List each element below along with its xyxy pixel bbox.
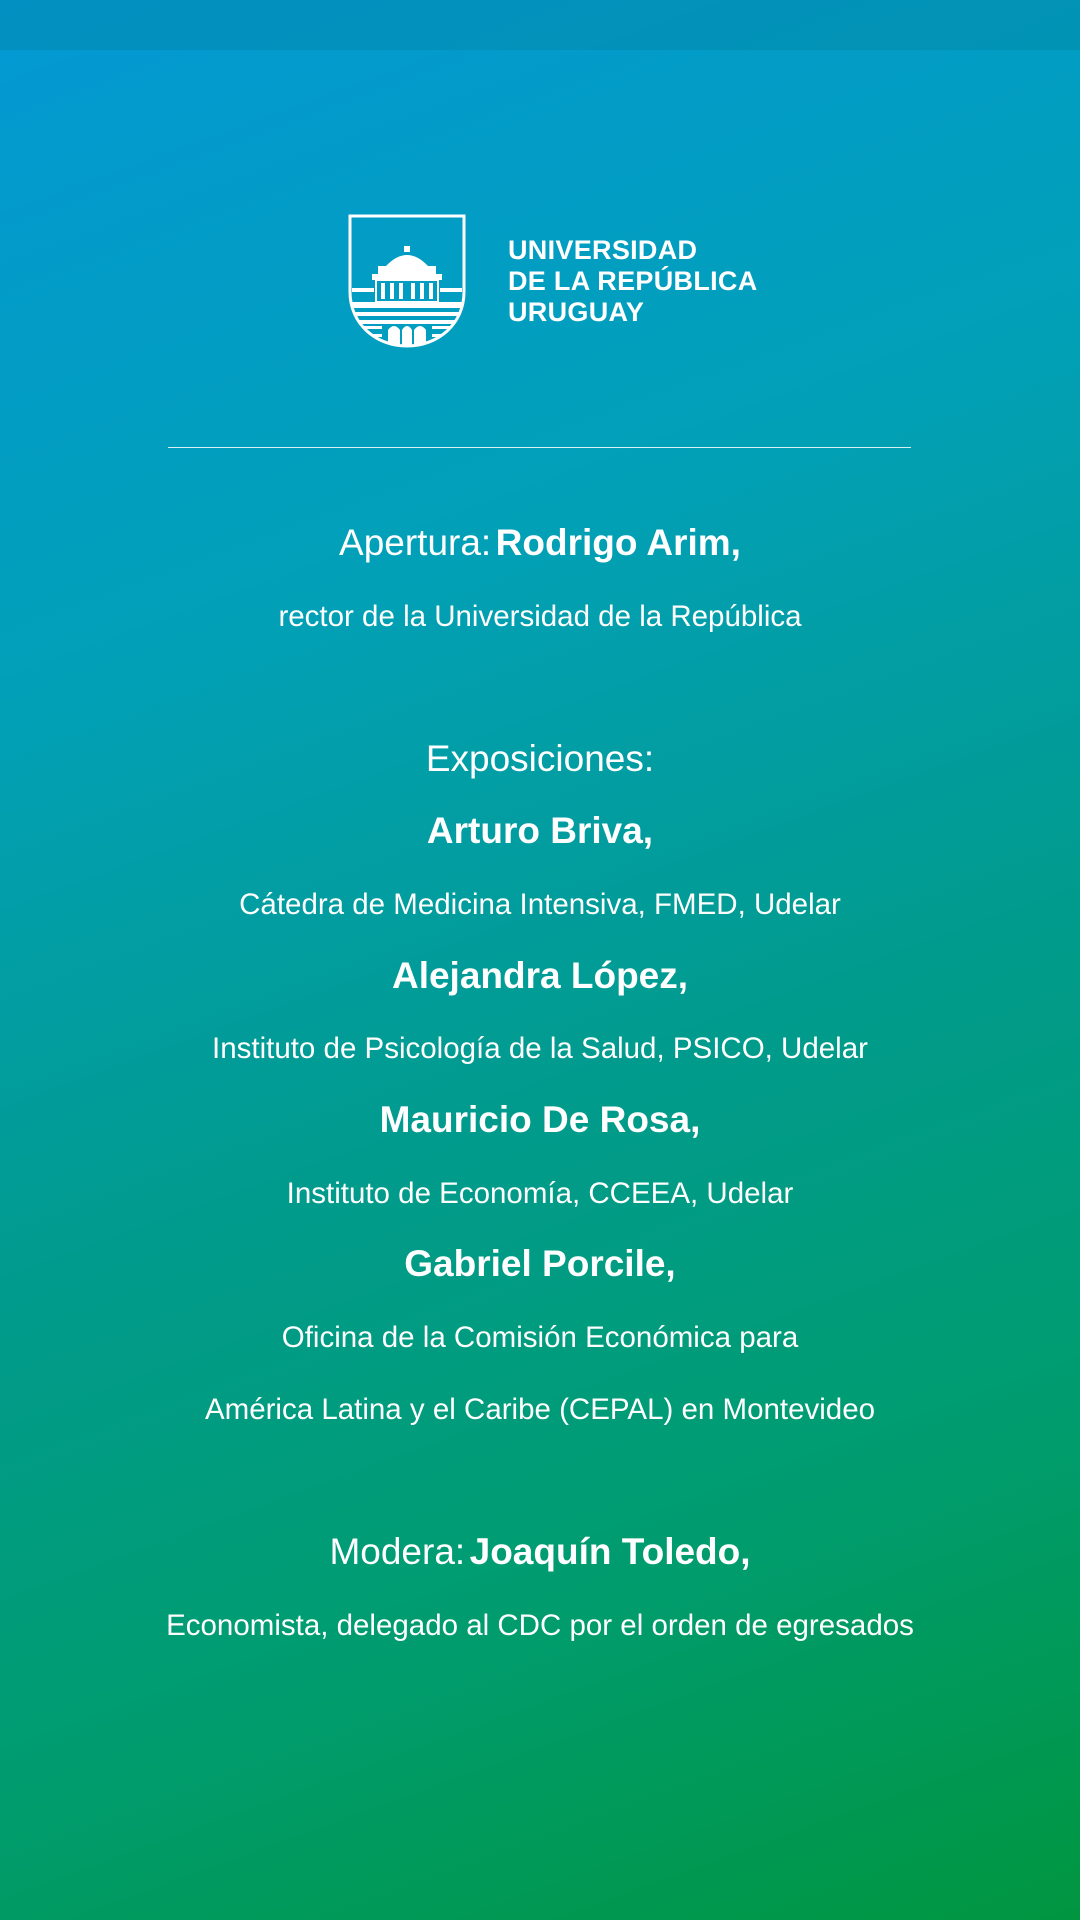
modera-label: Modera:	[329, 1531, 466, 1572]
modera-affiliation: Economista, delegado al CDC por el orden de egresados	[166, 1609, 914, 1642]
university-name-line2: DE LA REPÚBLICA	[508, 265, 758, 296]
apertura-label: Apertura:	[339, 522, 492, 563]
speaker-affiliation-continued: América Latina y el Caribe (CEPAL) en Montevideo	[204, 1393, 876, 1426]
university-name	[508, 235, 758, 328]
modera-line	[0, 1531, 1080, 1573]
divider	[168, 447, 911, 448]
apertura-line	[0, 522, 1080, 564]
speaker-name: Alejandra López,	[391, 955, 689, 996]
university-logo	[348, 214, 758, 348]
modera-name: Joaquín Toledo,	[469, 1531, 751, 1572]
speaker-affiliation: Instituto de Psicología de la Salud, PSICO, Udelar	[212, 1032, 868, 1065]
status-bar	[0, 0, 1080, 50]
speaker-name: Gabriel Porcile,	[404, 1243, 676, 1284]
speaker-affiliation: Instituto de Economía, CCEEA, Udelar	[286, 1177, 794, 1210]
speaker-affiliation: Cátedra de Medicina Intensiva, FMED, Udelar	[239, 888, 841, 921]
speaker-affiliation: Oficina de la Comisión Económica para	[281, 1321, 799, 1354]
apertura-name: Rodrigo Arim,	[495, 522, 741, 563]
university-name-line1: UNIVERSIDAD	[508, 234, 698, 265]
exposiciones-label: Exposiciones:	[425, 738, 655, 779]
university-building-icon	[348, 214, 466, 348]
speaker-name: Arturo Briva,	[426, 810, 654, 851]
speaker-name: Mauricio De Rosa,	[379, 1099, 701, 1140]
apertura-affiliation: rector de la Universidad de la República	[278, 600, 802, 633]
university-name-line3: URUGUAY	[508, 296, 645, 327]
